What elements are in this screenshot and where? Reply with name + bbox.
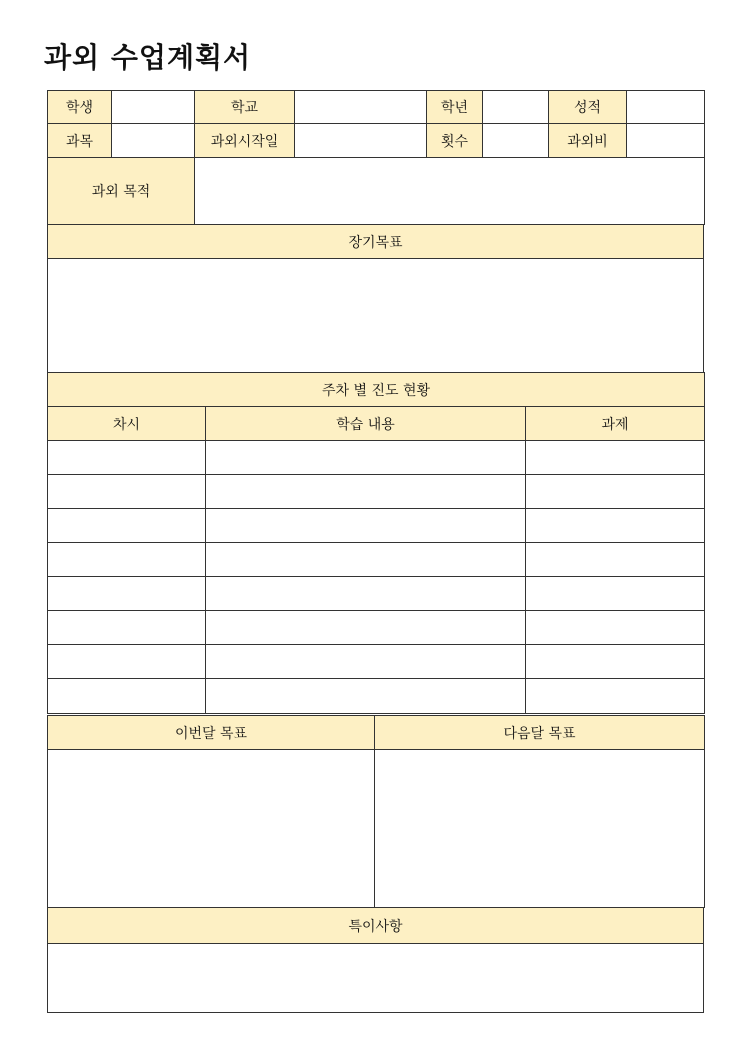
content-cell[interactable] [206,645,526,679]
table-row [48,611,705,645]
start-date-label: 과외시작일 [195,124,295,158]
monthly-goals-table [47,715,705,908]
special-notes-field[interactable] [48,944,704,1013]
score-label: 성적 [549,91,627,124]
subject-label: 과목 [48,124,112,158]
student-label: 학생 [48,91,112,124]
session-cell[interactable] [48,645,206,679]
next-month-goal-header: 다음달 목표 [375,716,705,750]
grade-field[interactable] [483,91,549,124]
session-cell[interactable] [48,543,206,577]
student-field[interactable] [112,91,195,124]
school-label: 학교 [195,91,295,124]
content-cell[interactable] [206,611,526,645]
sessions-field[interactable] [483,124,549,158]
long-term-goal-field[interactable] [48,259,704,373]
table-row [48,475,705,509]
subject-field[interactable] [112,124,195,158]
homework-cell[interactable] [526,441,705,475]
score-field[interactable] [627,91,705,124]
homework-cell[interactable] [526,509,705,543]
weekly-progress-header: 주차 별 진도 현황 [48,373,705,407]
table-row [48,441,705,475]
session-cell[interactable] [48,679,206,714]
session-cell[interactable] [48,509,206,543]
column-header-content: 학습 내용 [206,407,526,441]
long-term-goal-table [47,224,704,373]
homework-cell[interactable] [526,679,705,714]
table-row [48,509,705,543]
start-date-field[interactable] [295,124,427,158]
session-cell[interactable] [48,441,206,475]
content-cell[interactable] [206,577,526,611]
weekly-progress-table [47,372,705,714]
homework-cell[interactable] [526,475,705,509]
session-cell[interactable] [48,611,206,645]
this-month-goal-header: 이번달 목표 [48,716,375,750]
basic-info-table [47,90,705,225]
table-row [48,577,705,611]
table-row [48,543,705,577]
sessions-label: 횟수 [427,124,483,158]
content-cell[interactable] [206,441,526,475]
special-notes-header: 특이사항 [48,908,704,944]
session-cell[interactable] [48,577,206,611]
this-month-goal-field[interactable] [48,750,375,908]
purpose-label: 과외 목적 [48,158,195,225]
table-row [48,679,705,714]
page-title: 과외 수업계획서 [44,41,252,74]
homework-cell[interactable] [526,543,705,577]
column-header-session: 차시 [48,407,206,441]
table-row [48,645,705,679]
content-cell[interactable] [206,543,526,577]
grade-label: 학년 [427,91,483,124]
next-month-goal-field[interactable] [375,750,705,908]
homework-cell[interactable] [526,645,705,679]
session-cell[interactable] [48,475,206,509]
fee-label: 과외비 [549,124,627,158]
content-cell[interactable] [206,475,526,509]
content-cell[interactable] [206,679,526,714]
fee-field[interactable] [627,124,705,158]
homework-cell[interactable] [526,577,705,611]
content-cell[interactable] [206,509,526,543]
long-term-goal-header: 장기목표 [48,225,704,259]
school-field[interactable] [295,91,427,124]
special-notes-table [47,907,704,1013]
column-header-homework: 과제 [526,407,705,441]
purpose-field[interactable] [195,158,705,225]
homework-cell[interactable] [526,611,705,645]
